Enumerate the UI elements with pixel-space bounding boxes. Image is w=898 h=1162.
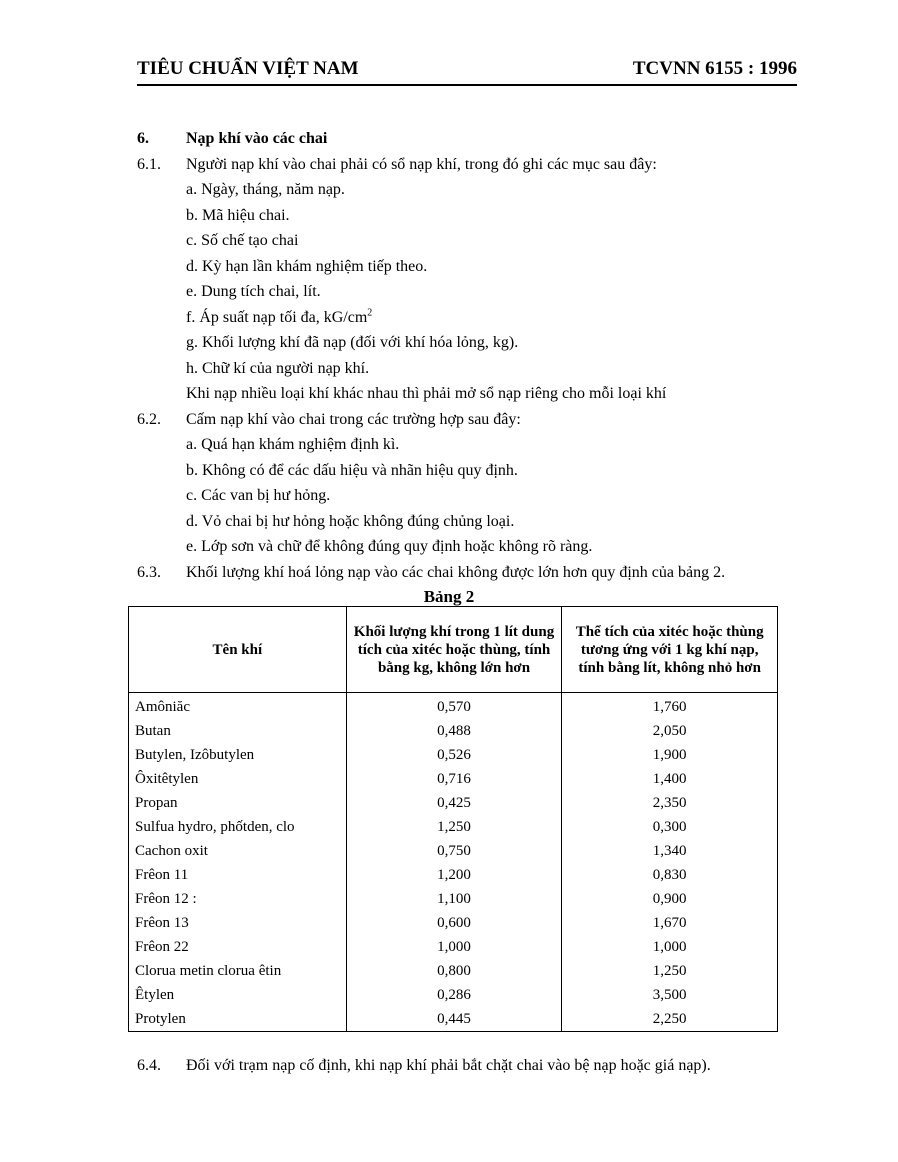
list-item: e. Lớp sơn và chữ để không đúng quy định hoặc không rõ ràng. [186, 538, 593, 555]
superscript: 2 [367, 307, 373, 319]
section-number: 6. [137, 130, 149, 147]
volume-cell: 0,300 [562, 815, 778, 839]
gas-name-cell: Propan [129, 791, 347, 815]
table-row [129, 1007, 778, 1032]
list-item: e. Dung tích chai, lít. [186, 283, 321, 300]
volume-cell: 1,000 [562, 935, 778, 959]
gas-name-cell: Butylen, Izôbutylen [129, 743, 347, 767]
volume-cell: 3,500 [562, 983, 778, 1007]
header-right: TCVNN 6155 : 1996 [632, 58, 797, 79]
table-row [129, 983, 778, 1007]
column-header: Khối lượng khí trong 1 lít dung tích của xitéc hoặc thùng, tính bằng kg, không lớn hơn [346, 607, 562, 693]
gas-name-cell: Protylen [129, 1007, 347, 1032]
list-item: h. Chữ kí của người nạp khí. [186, 359, 370, 377]
list-item: d. Vỏ chai bị hư hỏng hoặc không đúng chủng loại. [186, 512, 515, 530]
volume-cell: 1,760 [562, 693, 778, 720]
gas-name-cell: Frêon 22 [129, 935, 347, 959]
clause-text: Người nạp khí vào chai phải có sổ nạp khí, trong đó ghi các mục sau đây: [186, 155, 657, 173]
list-item [137, 305, 797, 331]
volume-cell: 1,670 [562, 911, 778, 935]
mass-cell: 0,526 [346, 743, 562, 767]
main-content [137, 126, 797, 585]
column-header: Thể tích của xitéc hoặc thùng tương ứng với 1 kg khí nạp, tính bằng lít, không nhỏ hơn [562, 607, 778, 693]
mass-cell: 0,445 [346, 1007, 562, 1032]
page-header [137, 58, 797, 86]
volume-cell: 2,250 [562, 1007, 778, 1032]
table-row [129, 693, 778, 720]
volume-cell: 0,830 [562, 863, 778, 887]
gas-name-cell: Êtylen [129, 983, 347, 1007]
table-title: Bảng 2 [423, 587, 475, 606]
list-item: d. Kỳ hạn lần khám nghiệm tiếp theo. [186, 257, 428, 275]
clause-6-2 [137, 407, 797, 433]
table-body [129, 693, 778, 1032]
gas-name-cell: Frêon 11 [129, 863, 347, 887]
gas-name-cell: Amôniăc [129, 693, 347, 720]
volume-cell: 1,400 [562, 767, 778, 791]
mass-cell: 0,600 [346, 911, 562, 935]
header-left: TIÊU CHUẨN VIỆT NAM [137, 58, 359, 79]
mass-cell: 0,488 [346, 719, 562, 743]
volume-cell: 0,900 [562, 887, 778, 911]
clause-number: 6.4. [137, 1057, 161, 1074]
gas-name-cell: Sulfua hydro, phốtden, clo [129, 815, 347, 839]
mass-cell: 1,250 [346, 815, 562, 839]
clause-text: Khối lượng khí hoá lỏng nạp vào các chai không được lớn hơn quy định của bảng 2. [186, 563, 726, 581]
table-row [129, 863, 778, 887]
volume-cell: 2,050 [562, 719, 778, 743]
mass-cell: 1,200 [346, 863, 562, 887]
clause-number: 6.1. [137, 155, 161, 173]
gas-name-cell: Frêon 12 : [129, 887, 347, 911]
clause-note: Khi nạp nhiều loại khí khác nhau thì phải mở sổ nạp riêng cho mỗi loại khí [186, 385, 667, 402]
mass-cell: 0,570 [346, 693, 562, 720]
clause-text: Đối với trạm nạp cố định, khi nạp khí phải bắt chặt chai vào bệ nạp hoặc giá nạp). [186, 1057, 711, 1074]
data-table [128, 606, 778, 1032]
volume-cell: 1,340 [562, 839, 778, 863]
gas-name-cell: Ôxitêtylen [129, 767, 347, 791]
list-item: a. Ngày, tháng, năm nạp. [186, 181, 345, 198]
section-title [137, 126, 797, 152]
table-row [129, 767, 778, 791]
mass-cell: 1,100 [346, 887, 562, 911]
list-item: g. Khối lượng khí đã nạp (đối với khí hóa lỏng, kg). [186, 334, 519, 351]
mass-cell: 0,425 [346, 791, 562, 815]
gas-name-cell: Frêon 13 [129, 911, 347, 935]
table-header-row [129, 607, 778, 693]
volume-cell: 2,350 [562, 791, 778, 815]
table-row [129, 743, 778, 767]
gas-name-cell: Cachon oxit [129, 839, 347, 863]
clause-6-3 [137, 560, 797, 586]
list-item-text: f. Áp suất nạp tối đa, kG/cm [186, 308, 368, 326]
mass-cell: 1,000 [346, 935, 562, 959]
volume-cell: 1,900 [562, 743, 778, 767]
clause-6-1 [137, 152, 797, 178]
clause-text: Cấm nạp khí vào chai trong các trường hợp sau đây: [186, 410, 521, 428]
clause-number: 6.3. [137, 563, 161, 581]
list-item: a. Quá hạn khám nghiệm định kì. [186, 436, 400, 453]
table-row [129, 887, 778, 911]
table-row [129, 791, 778, 815]
gas-name-cell: Clorua metin clorua êtin [129, 959, 347, 983]
mass-cell: 0,286 [346, 983, 562, 1007]
mass-cell: 0,750 [346, 839, 562, 863]
column-header: Tên khí [129, 607, 347, 693]
table-row [129, 911, 778, 935]
table-row [129, 719, 778, 743]
table-row [129, 839, 778, 863]
volume-cell: 1,250 [562, 959, 778, 983]
section-title-text: Nạp khí vào các chai [186, 130, 328, 147]
mass-cell: 0,800 [346, 959, 562, 983]
table-row [129, 815, 778, 839]
mass-cell: 0,716 [346, 767, 562, 791]
table-row [129, 959, 778, 983]
clause-6-4 [137, 1057, 797, 1075]
list-item: b. Mã hiệu chai. [186, 206, 290, 224]
table-row [129, 935, 778, 959]
clause-number: 6.2. [137, 410, 161, 428]
list-item: c. Số chế tạo chai [186, 232, 299, 249]
list-item: b. Không có để các dấu hiệu và nhãn hiệu quy định. [186, 461, 518, 479]
gas-name-cell: Butan [129, 719, 347, 743]
list-item: c. Các van bị hư hỏng. [186, 487, 331, 504]
